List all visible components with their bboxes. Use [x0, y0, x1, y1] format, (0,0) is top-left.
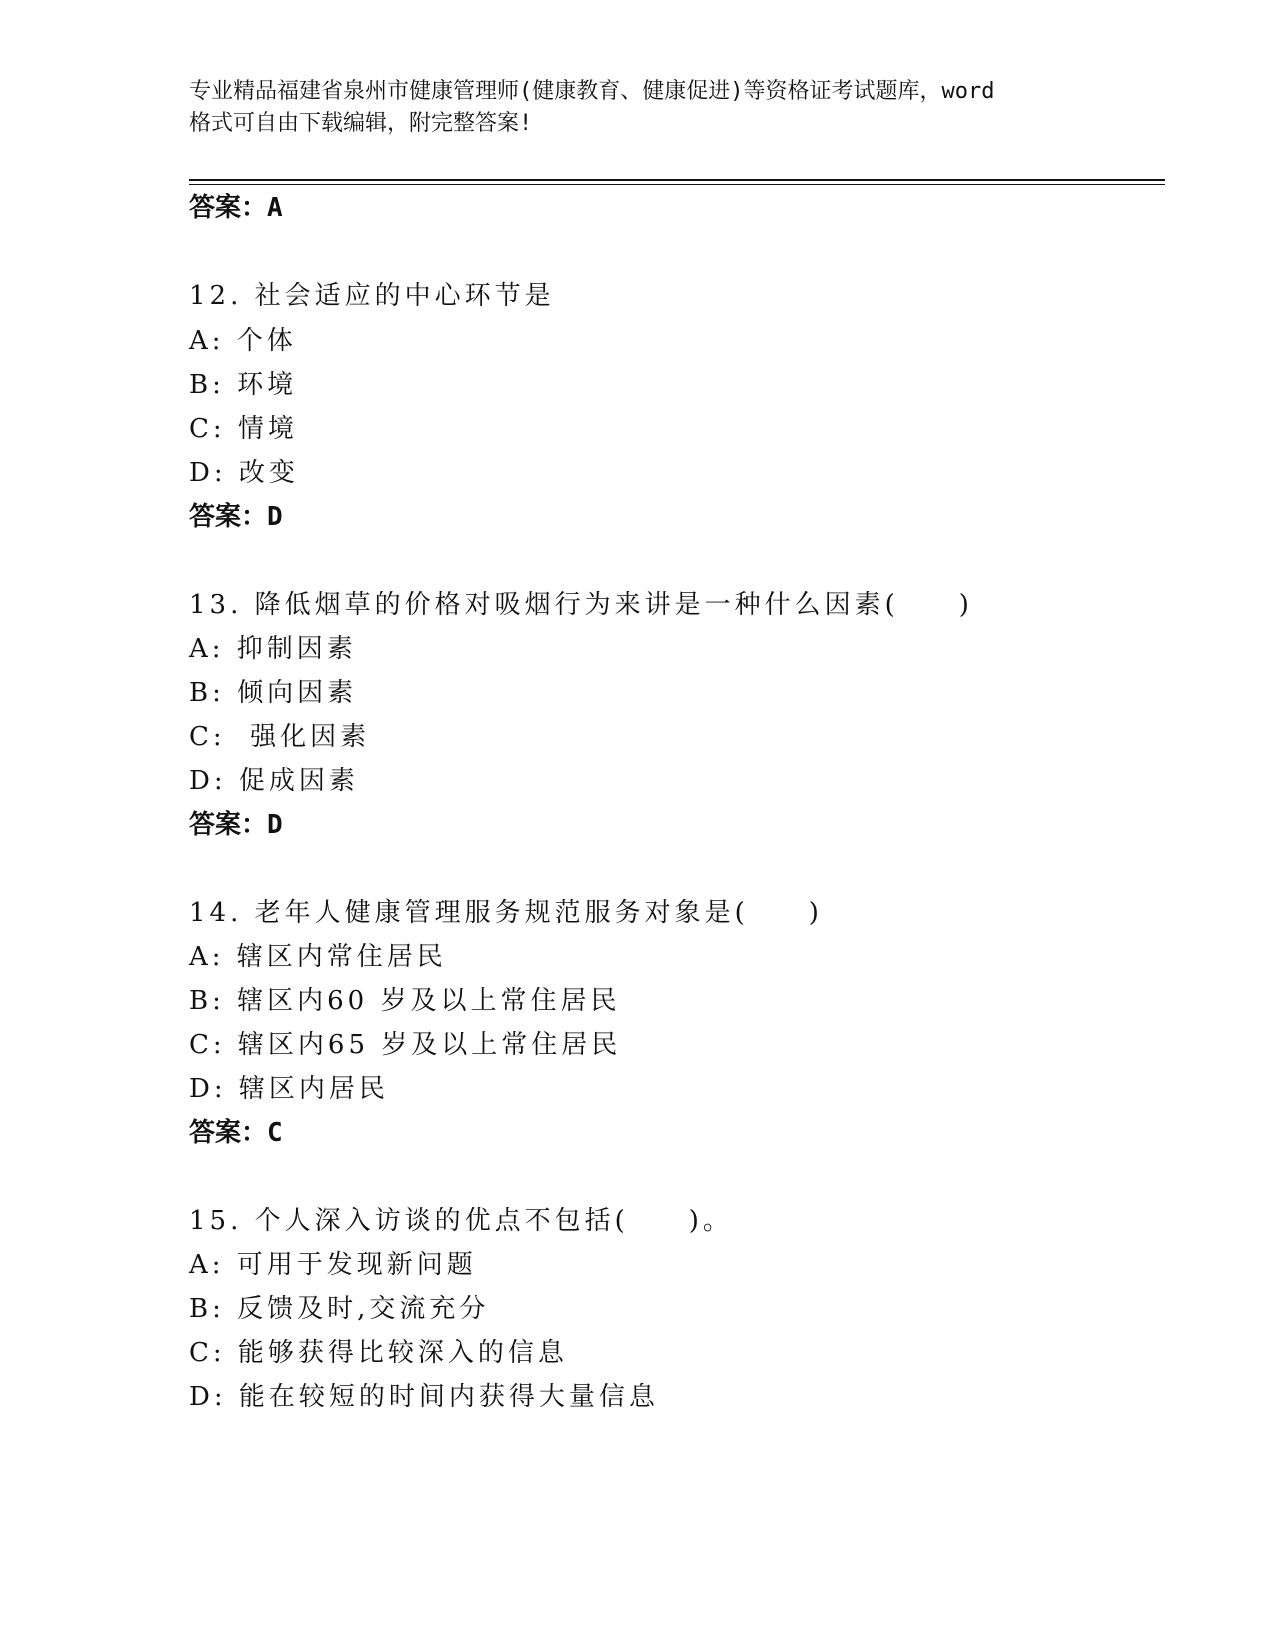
question-13-option-d: D: 促成因素 — [189, 766, 359, 796]
question-12-option-c: C: 情境 — [189, 414, 298, 444]
question-13-answer: 答案：D — [189, 810, 283, 840]
header-rule-thick — [189, 179, 1165, 181]
header-rule-thin — [189, 184, 1165, 185]
question-12-answer: 答案：D — [189, 502, 283, 532]
question-13-option-b: B: 倾向因素 — [189, 678, 358, 708]
question-13-option-c: C: 强化因素 — [189, 722, 371, 752]
question-12-stem: 12. 社会适应的中心环节是 — [189, 281, 555, 311]
question-15-option-d: D: 能在较短的时间内获得大量信息 — [189, 1382, 659, 1412]
question-12-option-d: D: 改变 — [189, 458, 299, 488]
answer-prev: 答案：A — [189, 193, 283, 223]
question-13-option-a: A: 抑制因素 — [189, 634, 357, 664]
question-12-option-b: B: 环境 — [189, 370, 298, 400]
question-14-stem: 14. 老年人健康管理服务规范服务对象是( ) — [189, 898, 823, 928]
question-15-option-a: A: 可用于发现新问题 — [189, 1250, 477, 1280]
header-line-2: 格式可自由下载编辑，附完整答案! — [189, 111, 533, 136]
question-15-option-c: C: 能够获得比较深入的信息 — [189, 1338, 568, 1368]
question-12-option-a: A: 个体 — [189, 326, 297, 356]
question-13-stem: 13. 降低烟草的价格对吸烟行为来讲是一种什么因素( ) — [189, 590, 973, 620]
question-15-option-b: B: 反馈及时,交流充分 — [189, 1294, 490, 1324]
question-14-option-d: D: 辖区内居民 — [189, 1074, 389, 1104]
question-14-option-c: C: 辖区内65 岁及以上常住居民 — [189, 1030, 622, 1060]
question-14-option-a: A: 辖区内常住居民 — [189, 942, 447, 972]
question-14-option-b: B: 辖区内60 岁及以上常住居民 — [189, 986, 621, 1016]
page-header — [189, 76, 1089, 140]
question-15-stem: 15. 个人深入访谈的优点不包括( )。 — [189, 1206, 733, 1236]
header-line-1: 专业精品福建省泉州市健康管理师(健康教育、健康促进)等资格证考试题库，word — [189, 79, 995, 104]
question-14-answer: 答案：C — [189, 1118, 283, 1148]
